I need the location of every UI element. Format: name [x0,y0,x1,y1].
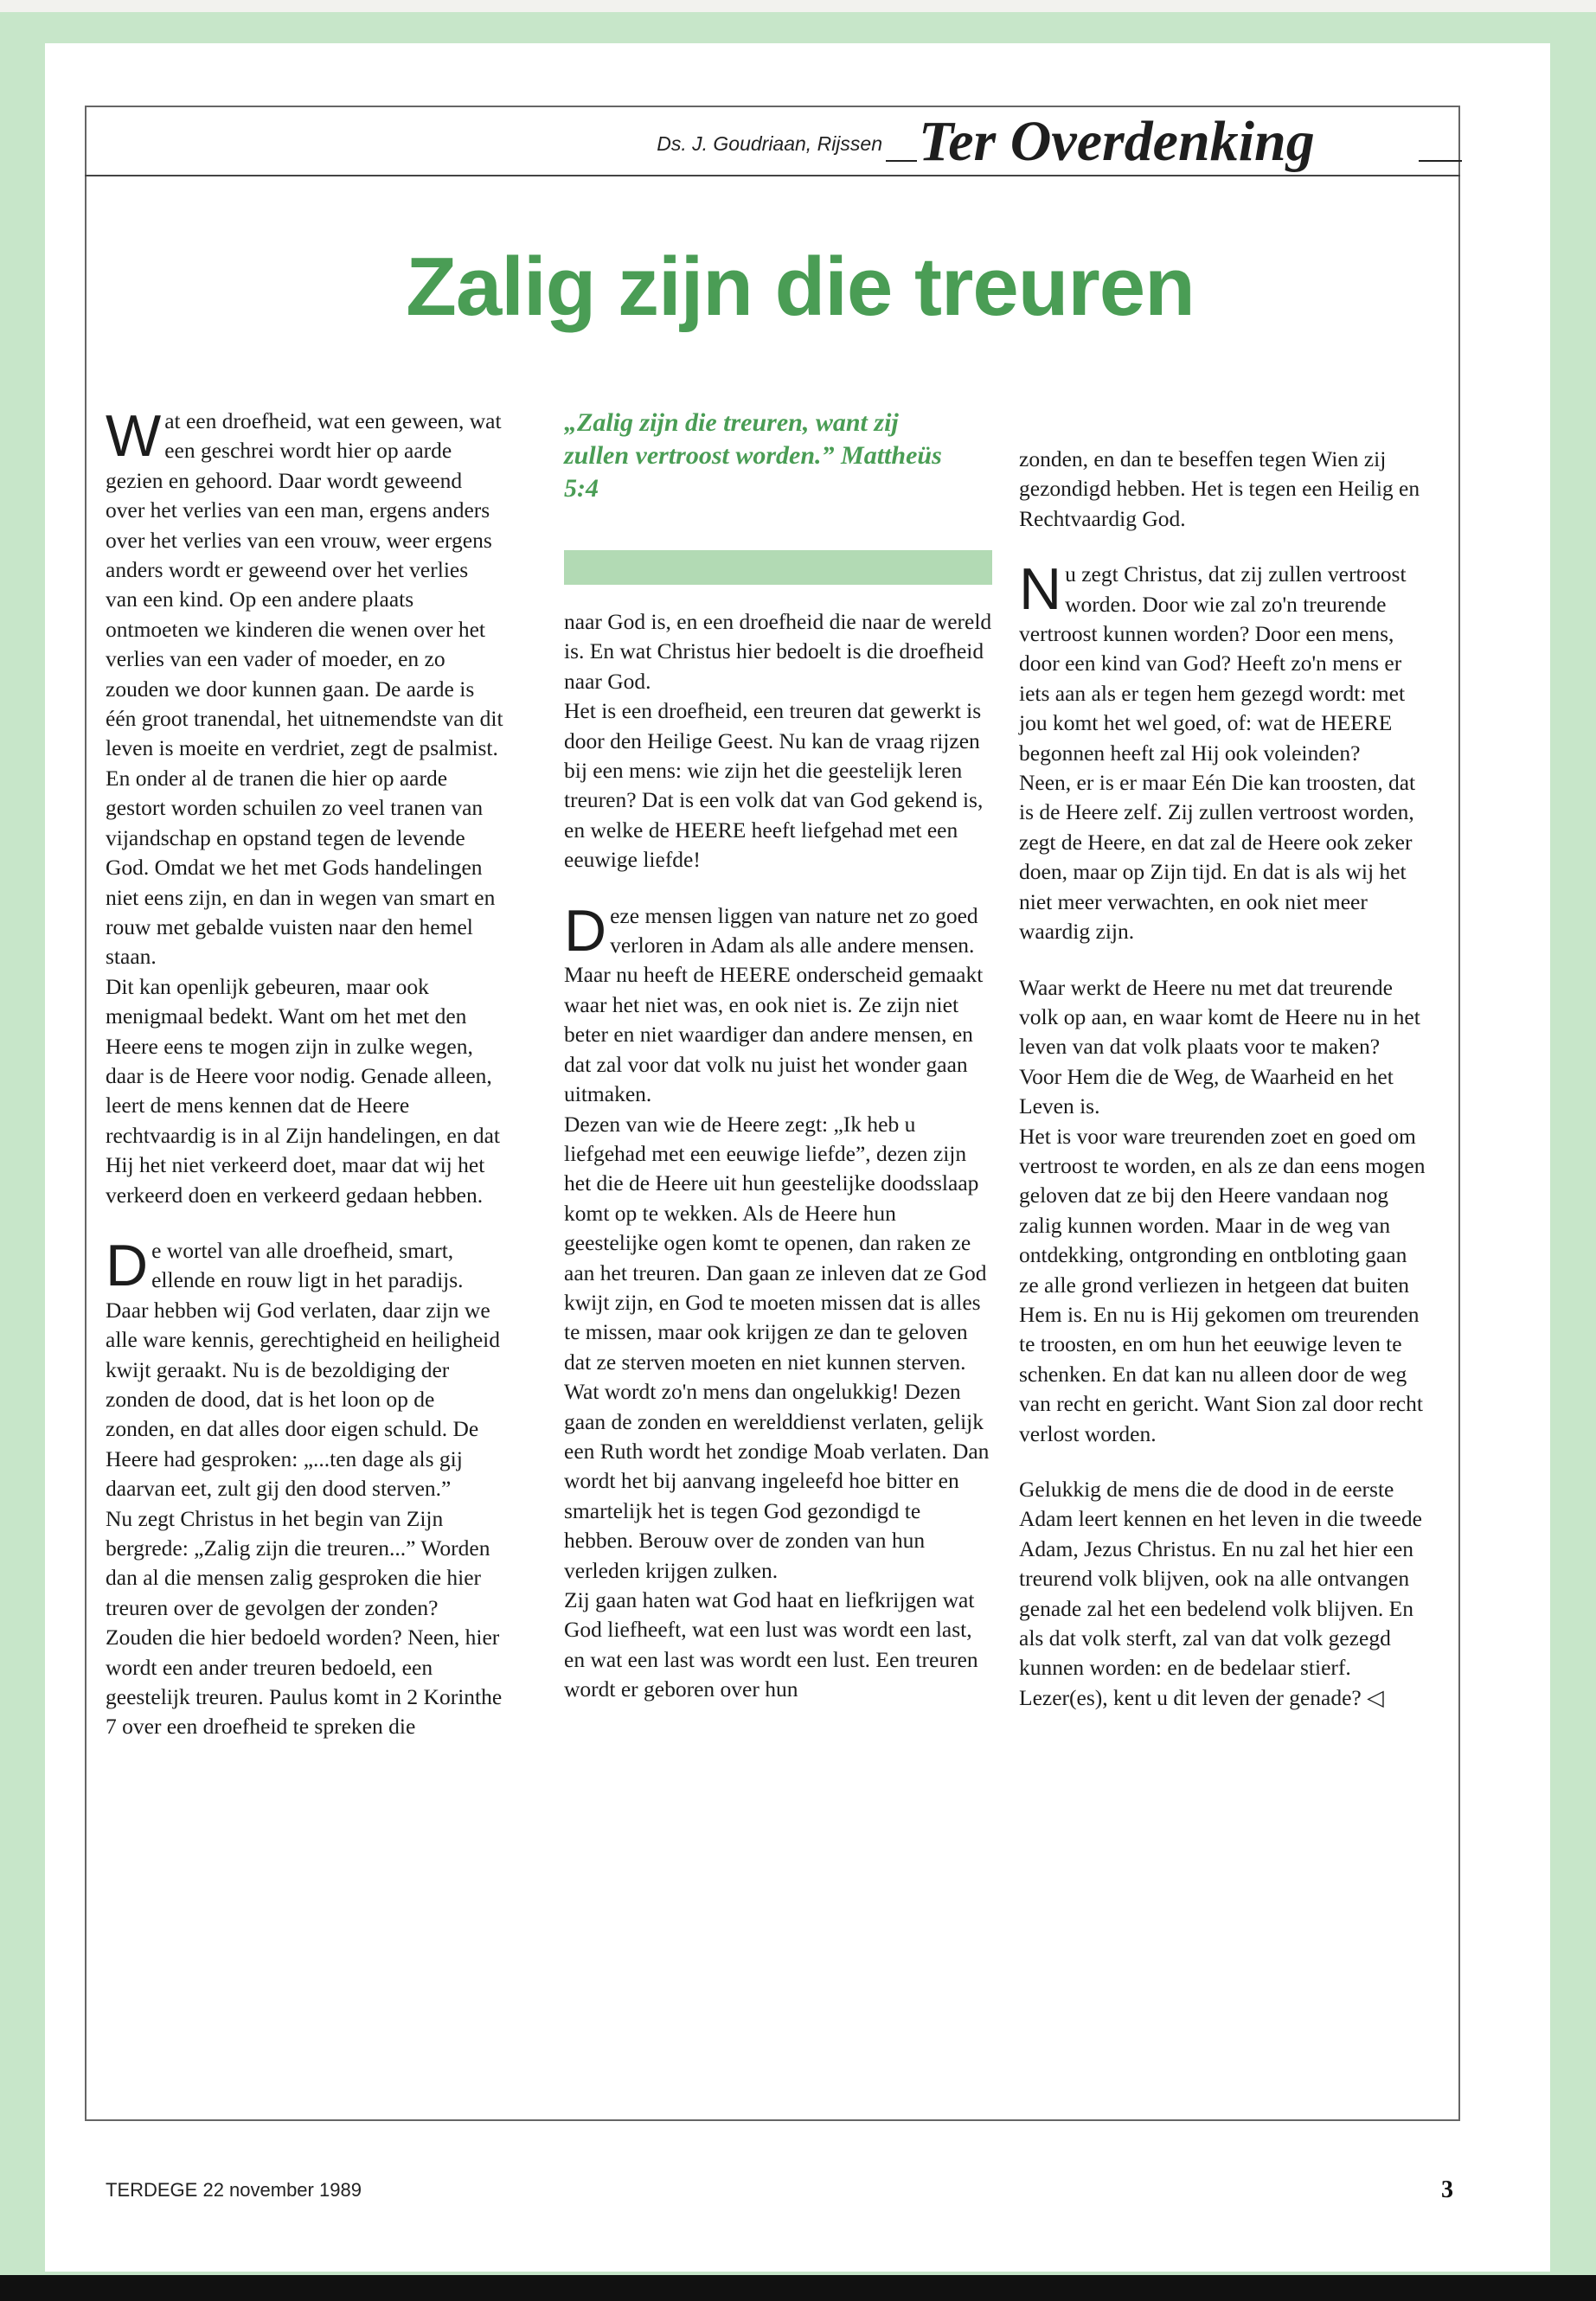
publication-footer: TERDEGE 22 november 1989 [106,2179,362,2201]
paragraph: Zij gaan haten wat God haat en liefkrijgen wat God liefheeft, wat een lust was wordt een last, en wat een last was wordt een lust. Een treuren wordt er geboren over hun [564,1587,978,1702]
page-number: 3 [1441,2176,1453,2203]
header-divider [85,175,1460,176]
paragraph: zonden, en dan te beseffen tegen Wien zij gezondigd hebben. Het is tegen een Heilig en Rechtvaardig God. [1019,446,1420,531]
drop-cap: D [564,897,607,964]
drop-cap: W [106,403,162,469]
drop-cap: N [1019,556,1062,623]
paragraph-text: e wortel van alle droefheid, smart, ellende en rouw ligt in het paradijs. Daar hebben wij God verlaten, daar zijn we alle ware kennis, gerechtigheid en heiligheid kwijt geraakt. Nu is de bezoldiging der zonden de dood, dat is het loon op de zonden, en dat alles door eigen schuld. De Heere had gesproken: „...ten dage als gij daarvan eet, zult gij den dood sterven.” [106,1237,500,1502]
header-rule-left [886,160,917,162]
paragraph: En onder al de tranen die hier op aarde gestort worden schuilen zo veel tranen van vijandschap en opstand tegen de levende God. Omdat we het met Gods handelingen niet eens zijn, en dan in wegen van smart en rouw met gebalde vuisten naar den hemel staan. [106,765,496,970]
paragraph: naar God is, en een droefheid die naar de wereld is. En wat Christus hier bedoelt is die droefheid naar God. [564,609,992,694]
decorative-bar [564,550,992,585]
paragraph [1019,556,1426,768]
header-rule-right [1419,160,1462,162]
article-column-2 [564,407,992,1705]
drop-cap: D [106,1232,149,1298]
paragraph-text: at een droefheid, wat een geween, wat een geschrei wordt hier op aarde gezien en gehoord. Daar wordt geweend over het verlies van een man, ergens anders over het verlies van een vrouw, weer ergens anders wordt er geweend over het verlies van een kind. Op een andere plaats ontmoeten we kinderen die wenen over het verlies van een vader of moeder, en zo zouden we door kunnen gaan. De aarde is één groot tranendal, het uitnemendste van dit leven is moeite en verdriet, zegt de psalmist. [106,408,503,761]
article-title: Zalig zijn die treuren [406,240,1195,333]
paragraph: Het is een droefheid, een treuren dat gewerkt is door den Heilige Geest. Nu kan de vraag rijzen bij een mens: wie zijn het die geestelijk leren treuren? Dat is een volk dat van God gekend is, en welke de HEERE heeft liefgehad met een eeuwige liefde! [564,698,984,873]
article-column-3 [1019,445,1426,1713]
scan-bottom-edge [0,2275,1596,2301]
paragraph [106,1232,503,1504]
author-byline: Ds. J. Goudriaan, Rijssen [657,132,882,155]
scan-top-edge [0,0,1596,12]
pull-quote: „Zalig zijn die treuren, want zij zullen vertroost worden.” Mattheüs 5:4 [564,408,942,503]
article-column-1 [106,403,503,1742]
paragraph: Lezer(es), kent u dit leven der genade? ◁ [1019,1684,1384,1710]
paragraph: Waar werkt de Heere nu met dat treurende volk op aan, en waar komt de Heere nu in het leven van dat volk plaats voor te maken? Voor Hem die de Weg, de Waarheid en het Leven is. [1019,974,1420,1119]
paragraph: Het is voor ware treurenden zoet en goed om vertroost te worden, en als ze dan eens mogen geloven dat ze bij den Heere vandaan nog zalig kunnen worden. Maar in de weg van ontdekking, ontgronding en ontbloting gaan ze alle grond verliezen in hetgeen dat buiten Hem is. En nu is Hij gekomen om treurenden te troosten, en om hun het eeuwige leven te schenken. En dat kan nu alleen door de weg van recht en gericht. Want Sion zal door recht verlost worden. [1019,1123,1426,1446]
paragraph: Neen, er is er maar Eén Die kan troosten, dat is de Heere zelf. Zij zullen vertroost worden, zegt de Heere, en dat zal de Heere ook zeker doen, maar op Zijn tijd. En dat is als wij het niet meer verwachten, en ook niet meer waardig zijn. [1019,770,1416,945]
paragraph: Wat wordt zo'n mens dan ongelukkig! Dezen gaan de zonden en werelddienst verlaten, gelijk een Ruth wordt het zondige Moab verlaten. Dan wordt het bij aanvang ingeleefd hoe bitter en smartelijk het is tegen God gezondigd te hebben. Berouw over de zonden van hun verleden krijgen zulken. [564,1379,990,1583]
section-title: Ter Overdenking [919,110,1315,173]
paragraph: Gelukkig de mens die de dood in de eerste Adam leert kennen en het leven in die tweede Adam, Jezus Christus. En nu zal het hier een treurend volk blijven, ook na alle ontvangen genade zal het een bedelend volk blijven. En als dat volk sterft, zal van dat volk gezegd kunnen worden: en de bedelaar stierf. [1019,1477,1422,1681]
paragraph-text: eze mensen liggen van nature net zo goed verloren in Adam als alle andere mensen. Maar nu heeft de HEERE onderscheid gemaakt waar het niet was, en ook niet is. Ze zijn niet beter en niet waardiger dan andere mensen, en dat zal voor dat volk nu juist het wonder gaan uitmaken. [564,902,984,1107]
paragraph: Dit kan openlijk gebeuren, maar ook menigmaal bedekt. Want om het met den Heere eens te mogen zijn in zulke wegen, daar is de Heere voor nodig. Genade alleen, leert de mens kennen dat de Heere rechtvaardig is in al Zijn handelingen, en dat Hij het niet verkeerd doet, maar dat wij het verkeerd doen en verkeerd gedaan hebben. [106,973,501,1208]
paragraph-text: u zegt Christus, dat zij zullen vertroost worden. Door wie zal zo'n treurende vertroost kunnen worden? Door een mens, door een kind van God? Heeft zo'n mens er iets aan als er tegen hem gezegd wordt: met jou komt het wel goed, of: wat de HEERE begonnen heeft zal Hij ook voleinden? [1019,561,1407,766]
paragraph: Dezen van wie de Heere zegt: „Ik heb u liefgehad met een eeuwige liefde”, dezen zijn het die de Heere uit hun geestelijke doodsslaap komt op te wekken. Als de Heere hun geestelijke ogen komt te openen, dan raken ze aan het treuren. Dan gaan ze inleven dat ze God kwijt zijn, en God te moeten missen dat is alles te missen, maar ook krijgen ze dan te geloven dat ze sterven moeten en niet kunnen sterven. [564,1111,987,1375]
paragraph [106,403,503,764]
paragraph: Nu zegt Christus in het begin van Zijn bergrede: „Zalig zijn die treuren...” Worden dan al die mensen zalig gesproken die hier treuren over de gevolgen der zonden? Zouden die hier bedoeld worden? Neen, hier wordt een ander treuren bedoeld, een geestelijk treuren. Paulus komt in 2 Korinthe 7 over een droefheid te spreken die [106,1505,503,1740]
paragraph [564,897,992,1110]
